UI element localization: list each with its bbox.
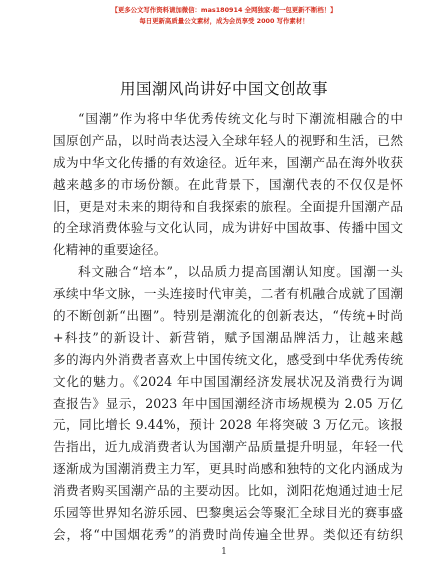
text-line: “国潮”作为将中华优秀传统文化与时下潮流相融合的中 (78, 111, 403, 126)
text-line: 旧，更是对未来的期待和自我探索的旅程。全面提升国潮产品 (53, 198, 403, 214)
text-line: +科技”的新设计、新营销，赋予国潮品牌活力，让越来越 (53, 329, 403, 345)
text-line: 国原创产品，以时尚表达浸入全球年轻人的视野和生活，已然 (53, 132, 403, 148)
text-line: 乐园等世界知名游乐园、巴黎奥运会等聚汇全球目光的赛事盛 (53, 505, 403, 521)
text-line: 会，将“中国烟花秀”的消费时尚传遍全世界。类似还有纺织 (53, 526, 403, 542)
text-line: 的全球消费体验与文化认同，成为讲好中国故事、传播中国文 (53, 220, 403, 236)
text-line: 消费者购买国潮产品的主要动因。比如，浏阳花炮通过迪士尼 (53, 483, 403, 499)
page-number: 1 (221, 547, 227, 557)
text-line: 多的海内外消费者喜欢上中国传统文化，感受到中华优秀传统 (53, 351, 403, 367)
text-line: 越来越多的市场份额。在此背景下，国潮代表的不仅仅是怀 (53, 176, 403, 192)
text-line: 元，同比增长 9.44%，预计 2028 年将突破 3 万亿元。该报 (53, 417, 403, 433)
text-line: 化精神的重要途径。 (53, 242, 167, 258)
text-line: 成为中华文化传播的有效途径。近年来，国潮产品在海外收获 (53, 154, 403, 170)
text-line: 承续中华文脉，一头连接时代审美，二者有机融合成就了国潮 (53, 286, 403, 302)
document-body (53, 108, 403, 546)
text-line: 的不断创新“出圈”。特别是潮流化的创新表达，“传统+时尚 (53, 308, 403, 324)
document-title: 用国潮风尚讲好中国文创故事 (119, 80, 328, 98)
text-line: 查报告》显示，2023 年中国国潮经济市场规模为 2.05 万亿 (53, 395, 403, 411)
text-line: 科文融合“培本”，以品质力提高国潮认知度。国潮一头 (78, 264, 403, 280)
text-line: 逐渐成为国潮消费主力军，更具时尚感和独特的文化内涵成为 (53, 461, 403, 477)
header-banner (0, 5, 448, 27)
text-line: 告指出，近九成消费者认为国潮产品质量提升明显，年轻一代 (53, 439, 403, 455)
text-line: 文化的魅力。《2024 年中国国潮经济发展状况及消费行为调 (53, 373, 403, 389)
banner-line-1: 【更多公文写作资料请加微信：mas180914 全网独家·超一包更新不断档！】 (111, 6, 337, 14)
banner-line-2: 每日更新高质量公文素材，成为会员享受 2000 写作素材！ (139, 17, 309, 25)
